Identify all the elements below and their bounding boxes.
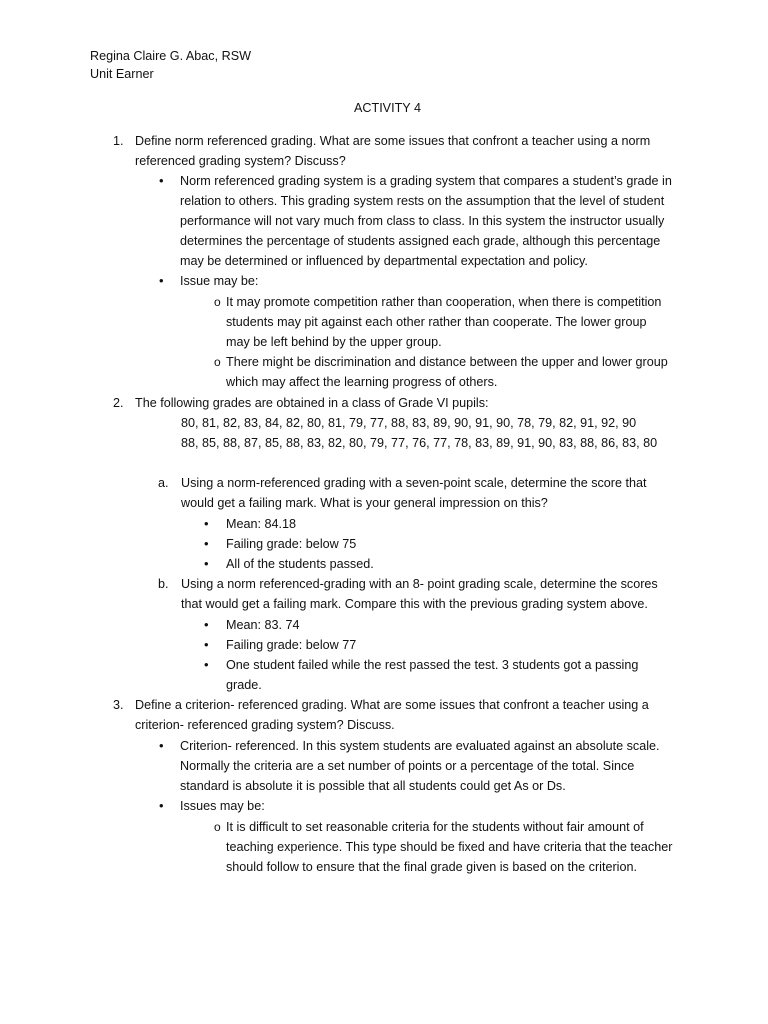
q2a-bullet-2-marker: • (204, 536, 209, 551)
q2-grades-line-2: 88, 85, 88, 87, 85, 88, 83, 82, 80, 79, 77, 76, 77, 78, 83, 89, 91, 90, 83, 88, 86, 83, 80 (181, 436, 658, 450)
q2a-bullet-2: Failing grade: below 75 (226, 537, 357, 551)
q2a-bullet-3-marker: • (204, 556, 209, 571)
q2b-bullet-1: Mean: 83. 74 (226, 618, 300, 632)
q2-grades-line-1: 80, 81, 82, 83, 84, 82, 80, 81, 79, 77, 88, 83, 89, 90, 91, 90, 78, 79, 82, 91, 92, 90 (181, 416, 637, 430)
q3-line-2: criterion- referenced grading system? Discuss. (135, 718, 395, 732)
q1-answer-line-4: determines the percentage of students assigned each grade, although this percentage (180, 234, 661, 248)
q2b-bullet-2-marker: • (204, 637, 209, 652)
author-name: Regina Claire G. Abac, RSW (90, 49, 251, 63)
q1-issue2-line-2: which may affect the learning progress of others. (226, 375, 498, 389)
q2-line: The following grades are obtained in a class of Grade VI pupils: (135, 396, 489, 410)
q3-issue1-marker: o (214, 820, 221, 834)
q2b-bullet-2: Failing grade: below 77 (226, 638, 357, 652)
q2b-bullet-3-marker: • (204, 657, 209, 672)
q1-line-1: Define norm referenced grading. What are some issues that confront a teacher using a norm (135, 134, 651, 148)
q3-answer-line-1: Criterion- referenced. In this system students are evaluated against an absolute scale. (180, 739, 660, 753)
q1-issue1-line-3: may be left behind by the upper group. (226, 335, 442, 349)
q2b-bullet-3-line-1: One student failed while the rest passed the test. 3 students got a passing (226, 658, 639, 672)
q1-line-2: referenced grading system? Discuss? (135, 154, 346, 168)
q2-number: 2. (113, 396, 124, 410)
q2a-letter: a. (158, 476, 169, 490)
q2b-line-2: that would get a failing mark. Compare this with the previous grading system above. (181, 597, 648, 611)
q2a-line-1: Using a norm-referenced grading with a seven-point scale, determine the score that (181, 476, 647, 490)
q2b-bullet-1-marker: • (204, 617, 209, 632)
q3-issue1-line-1: It is difficult to set reasonable criteria for the students without fair amount of (226, 820, 644, 834)
q3-line-1: Define a criterion- referenced grading. What are some issues that confront a teacher using a (135, 698, 649, 712)
q3-issues-label: Issues may be: (180, 799, 265, 813)
q2b-bullet-3-line-2: grade. (226, 678, 262, 692)
q1-answer-bullet: • (159, 173, 164, 188)
q3-answer-line-3: standard is absolute it is possible that all students could get As or Ds. (180, 779, 566, 793)
q2a-bullet-1: Mean: 84.18 (226, 517, 297, 531)
author-role: Unit Earner (90, 67, 154, 81)
q1-number: 1. (113, 134, 124, 148)
q1-answer-line-1: Norm referenced grading system is a grading system that compares a student’s grade in (180, 174, 672, 188)
q1-issue1-line-2: students may pit against each other rather than cooperate. The lower group (226, 315, 647, 329)
q2a-bullet-3: All of the students passed. (226, 557, 374, 571)
q2b-letter: b. (158, 577, 169, 591)
activity-title: ACTIVITY 4 (354, 101, 421, 115)
q3-answer-line-2: Normally the criteria are a set number of points or a percentage of the total. Since (180, 759, 635, 773)
q1-issue1-line-1: It may promote competition rather than cooperation, when there is competition (226, 295, 662, 309)
q1-answer-line-3: performance will not vary much from class to class. In this system the instructor usually (180, 214, 665, 228)
q3-issue1-line-2: teaching experience. This type should be fixed and have criteria that the teacher (226, 840, 673, 854)
q3-issues-bullet: • (159, 798, 164, 813)
q2a-line-2: would get a failing mark. What is your general impression on this? (181, 496, 548, 510)
q1-answer-line-2: relation to others. This grading system rests on the assumption that the level of student (180, 194, 665, 208)
q3-answer-bullet: • (159, 738, 164, 753)
q3-number: 3. (113, 698, 124, 712)
q1-issues-bullet: • (159, 273, 164, 288)
q1-issue2-line-1: There might be discrimination and distance between the upper and lower group (226, 355, 668, 369)
q1-issues-label: Issue may be: (180, 274, 259, 288)
q3-issue1-line-3: should follow to ensure that the final grade given is based on the criterion. (226, 860, 637, 874)
q1-issue1-marker: o (214, 295, 221, 309)
q2b-line-1: Using a norm referenced-grading with an 8- point grading scale, determine the scores (181, 577, 658, 591)
q2a-bullet-1-marker: • (204, 516, 209, 531)
q1-issue2-marker: o (214, 355, 221, 369)
q1-answer-line-5: may be determined or influenced by departmental expectation and policy. (180, 254, 588, 268)
